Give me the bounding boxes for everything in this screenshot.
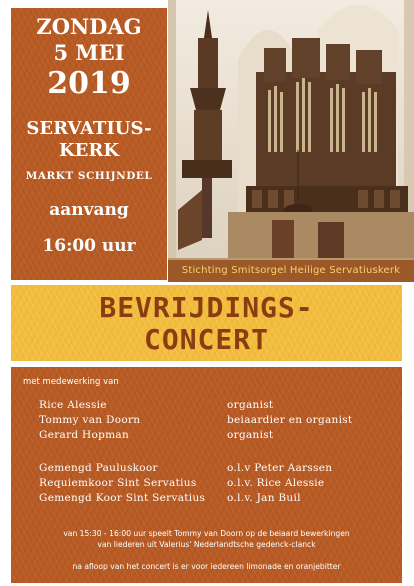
refreshments-note: na afloop van het concert is er voor iedereen limonade en oranjebitter (72, 562, 341, 571)
choir-conductor: o.l.v Peter Aarssen (227, 462, 333, 474)
performer-name: Rice Alessie (39, 399, 107, 411)
organ-illustration (168, 0, 414, 282)
soloist-row (11, 399, 402, 414)
carillon-note-line1: van 15:30 - 16:00 uur speelt Tommy van Doorn op de beiaard bewerkingen (63, 529, 350, 538)
choir-row (11, 462, 402, 477)
soloist-row (11, 414, 402, 429)
choir-conductor: o.l.v. Jan Buil (227, 492, 301, 504)
choir-row (11, 477, 402, 492)
event-date: 5 MEI (53, 40, 125, 65)
photo-caption: Stichting Smitsorgel Heilige Servatiuskerk (168, 260, 414, 282)
choir-name: Requiemkoor Sint Servatius (39, 477, 197, 489)
concert-title-line1: BEVRIJDINGS- (99, 291, 314, 324)
concert-title-line2: CONCERT (143, 323, 269, 356)
start-time: 16:00 uur (42, 236, 136, 256)
performer-role: organist (227, 429, 274, 441)
event-year: 2019 (47, 66, 131, 101)
soloist-row (11, 429, 402, 444)
choir-row (11, 492, 402, 507)
concert-title-band (11, 285, 402, 361)
church-name-line2: KERK (59, 140, 119, 161)
performers-panel (11, 367, 402, 583)
performer-name: Gerard Hopman (39, 429, 130, 441)
choir-name: Gemengd Koor Sint Servatius (39, 492, 206, 504)
carillon-note-line2: van liederen uit Valerius' Nederlandtsche gedenck-clanck (97, 540, 316, 549)
performer-name: Tommy van Doorn (39, 414, 141, 426)
choir-conductor: o.l.v. Rice Alessie (227, 477, 325, 489)
event-day: ZONDAG (36, 14, 142, 39)
event-location: MARKT SCHIJNDEL (25, 170, 153, 182)
performers-intro: met medewerking van (23, 377, 119, 387)
church-name-line1: SERVATIUS- (26, 118, 152, 139)
performer-role: beiaardier en organist (227, 414, 353, 426)
event-info-panel (11, 8, 167, 280)
performer-role: organist (227, 399, 274, 411)
church-organ-photo (168, 0, 414, 282)
start-label: aanvang (49, 200, 129, 220)
choir-name: Gemengd Pauluskoor (39, 462, 158, 474)
